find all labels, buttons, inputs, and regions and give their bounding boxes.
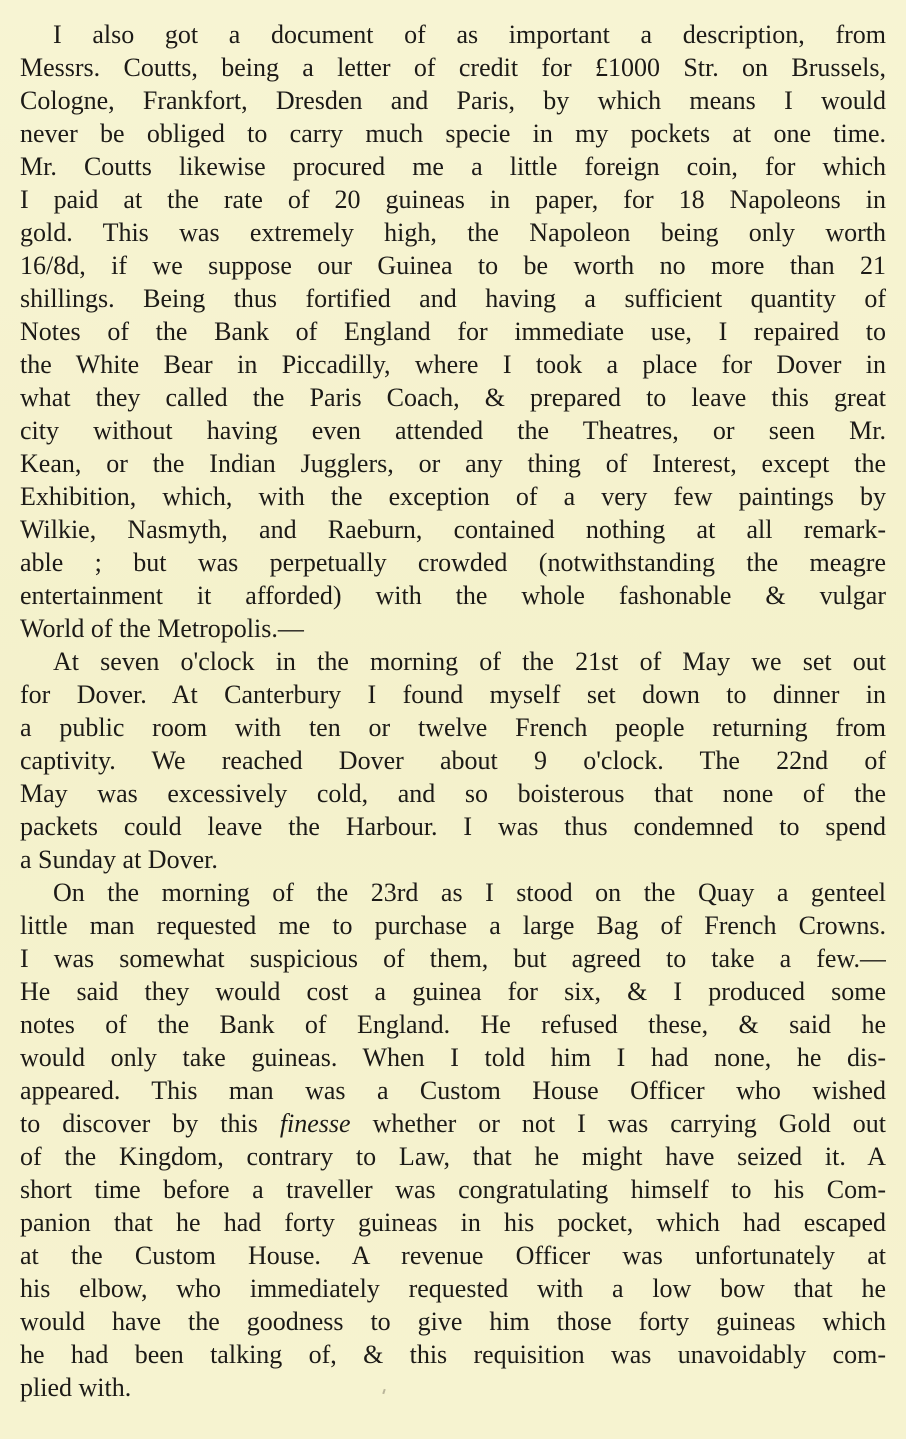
text-line: Mr. Coutts likewise procured me a little foreign coin, for which — [20, 152, 886, 181]
text-line: May was excessively cold, and so boisterous that none of the — [20, 779, 886, 808]
text-line: would only take guineas. When I told him I had none, he dis- — [20, 1043, 886, 1072]
text-line: He said they would cost a guinea for six, & I produced some — [20, 977, 886, 1006]
text-line: gold. This was extremely high, the Napoleon being only worth — [20, 218, 886, 247]
text-line-with-italic — [20, 1107, 886, 1140]
text-line: would have the goodness to give him those forty guineas which — [20, 1307, 886, 1336]
text-line: Wilkie, Nasmyth, and Raeburn, contained nothing at all remark- — [20, 515, 886, 544]
text-line: Exhibition, which, with the exception of a very few paintings by — [20, 482, 886, 511]
text-line: shillings. Being thus fortified and having a sufficient quantity of — [20, 284, 886, 313]
text-line: what they called the Paris Coach, & prepared to leave this great — [20, 383, 886, 412]
text-line: he had been talking of, & this requisition was unavoidably com- — [20, 1340, 886, 1369]
text-line: the White Bear in Piccadilly, where I took a place for Dover in — [20, 350, 886, 379]
text-line: I also got a document of as important a description, from — [53, 20, 886, 49]
text-line: his elbow, who immediately requested with a low bow that he — [20, 1274, 886, 1303]
text-line: panion that he had forty guineas in his pocket, which had escaped — [20, 1208, 886, 1237]
text-line: Messrs. Coutts, being a letter of credit for £1000 Str. on Brussels, — [20, 53, 886, 82]
text-line: Cologne, Frankfort, Dresden and Paris, by which means I would — [20, 86, 886, 115]
text-line: I was somewhat suspicious of them, but agreed to take a few.— — [20, 944, 886, 973]
text-line: packets could leave the Harbour. I was thus condemned to spend — [20, 812, 886, 841]
text-line: at the Custom House. A revenue Officer was unfortunately at — [20, 1241, 886, 1270]
text-line: of the Kingdom, contrary to Law, that he might have seized it. A — [20, 1142, 886, 1171]
text-line: able ; but was perpetually crowded (notwithstanding the meagre — [20, 548, 886, 577]
text-line: a public room with ten or twelve French people returning from — [20, 713, 886, 742]
text-line: plied with. — [20, 1373, 132, 1402]
text-line: Kean, or the Indian Jugglers, or any thing of Interest, except the — [20, 449, 886, 478]
text-line: Notes of the Bank of England for immediate use, I repaired to — [20, 317, 886, 346]
text-segment: to discover by this — [20, 1109, 258, 1138]
text-line: I paid at the rate of 20 guineas in paper, for 18 Napoleons in — [20, 185, 886, 214]
body-text — [20, 18, 886, 1404]
text-line: entertainment it afforded) with the whole fashonable & vulgar — [20, 581, 886, 610]
text-line: appeared. This man was a Custom House Officer who wished — [20, 1076, 886, 1105]
text-line: city without having even attended the Theatres, or seen Mr. — [20, 416, 886, 445]
text-line: On the morning of the 23rd as I stood on the Quay a genteel — [53, 878, 886, 907]
text-line: a Sunday at Dover. — [20, 845, 218, 874]
text-line: never be obliged to carry much specie in my pockets at one time. — [20, 119, 886, 148]
text-line: notes of the Bank of England. He refused these, & said he — [20, 1010, 886, 1039]
text-segment: whether or not I was carrying Gold out — [372, 1109, 886, 1138]
text-line: captivity. We reached Dover about 9 o'clock. The 22nd of — [20, 746, 886, 775]
text-line: short time before a traveller was congratulating himself to his Com- — [20, 1175, 886, 1204]
text-line: World of the Metropolis.— — [20, 614, 304, 643]
text-line: 16/8d, if we suppose our Guinea to be worth no more than 21 — [20, 251, 886, 280]
text-line: for Dover. At Canterbury I found myself set down to dinner in — [20, 680, 886, 709]
italic-word: finesse — [279, 1109, 351, 1138]
text-line: At seven o'clock in the morning of the 21st of May we set out — [53, 647, 886, 676]
text-line: little man requested me to purchase a large Bag of French Crowns. — [20, 911, 886, 940]
